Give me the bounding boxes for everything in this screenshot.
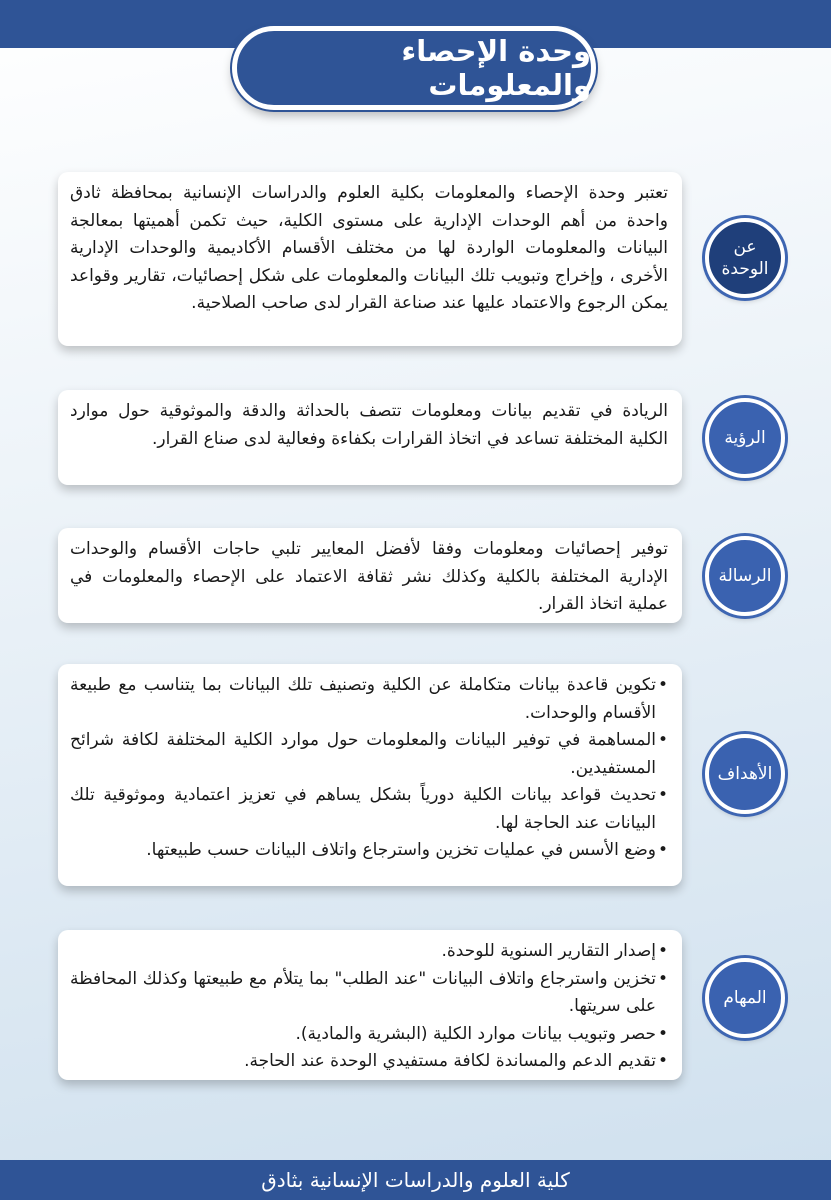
list-item: • تقديم الدعم والمساندة لكافة مستفيدي الوحدة عند الحاجة. bbox=[70, 1048, 668, 1076]
tasks-list bbox=[70, 938, 668, 1076]
list-item: • وضع الأسس في عمليات تخزين واسترجاع واتلاف البيانات حسب طبيعتها. bbox=[70, 837, 668, 865]
goals-label: الأهداف bbox=[717, 764, 773, 784]
list-item: • تكوين قاعدة بيانات متكاملة عن الكلية وتصنيف تلك البيانات بما يتناسب مع طبيعة الأقسام والوحدات. bbox=[70, 672, 668, 727]
page-title-pill bbox=[232, 26, 596, 110]
list-item: • حصر وتبويب بيانات موارد الكلية (البشرية والمادية). bbox=[70, 1021, 668, 1049]
goals-card bbox=[58, 664, 682, 886]
about-label: عن الوحدة bbox=[721, 237, 769, 279]
list-item: • تخزين واسترجاع واتلاف البيانات "عند الطلب" بما يتلأم مع طبيعتها وكذلك المحافظة على سريتها. bbox=[70, 966, 668, 1021]
list-item: • تحديث قواعد بيانات الكلية دورياً بشكل يساهم في تعزيز اعتمادية وموثوقية تلك البيانات عند الحاجة لها. bbox=[70, 782, 668, 837]
footer-text: كلية العلوم والدراسات الإنسانية بثادق bbox=[261, 1168, 570, 1192]
mission-text: توفير إحصائيات ومعلومات وفقا لأفضل المعايير تلبي حاجات الأقسام والوحدات الإدارية المختلفة بالكلية وكذلك نشر ثقافة الاعتماد على الإحصاء والمعلومات في عملية اتخاذ القرار. bbox=[70, 539, 668, 614]
vision-badge bbox=[705, 398, 785, 478]
tasks-label: المهام bbox=[723, 988, 767, 1008]
mission-label: الرسالة bbox=[718, 566, 772, 586]
page-title: وحدة الإحصاء والمعلومات bbox=[401, 34, 591, 102]
vision-label: الرؤية bbox=[724, 428, 766, 448]
about-card bbox=[58, 172, 682, 346]
mission-badge bbox=[705, 536, 785, 616]
mission-card bbox=[58, 528, 682, 623]
about-text: تعتبر وحدة الإحصاء والمعلومات بكلية العلوم والدراسات الإنسانية بمحافظة ثادق واحدة من أهم الوحدات الإدارية على مستوى الكلية، حيث تكمن أهميتها بمعالجة البيانات والمعلومات الواردة لها من مختلف الأقسام الأكاديمية والوحدات الإدارية الأخرى ، وإخراج وتبويب تلك البيانات والمعلومات على شكل إحصائيات، تقارير وقواعد يمكن الرجوع والاعتماد عليها عند صناعة القرار لدى صاحب الصلاحية. bbox=[70, 183, 668, 313]
goals-badge bbox=[705, 734, 785, 814]
vision-card bbox=[58, 390, 682, 485]
tasks-badge bbox=[705, 958, 785, 1038]
list-item: • المساهمة في توفير البيانات والمعلومات حول موارد الكلية المختلفة لكافة شرائح المستفيدين. bbox=[70, 727, 668, 782]
goals-list bbox=[70, 672, 668, 865]
about-badge bbox=[705, 218, 785, 298]
vision-text: الريادة في تقديم بيانات ومعلومات تتصف بالحداثة والدقة والموثوقية حول موارد الكلية المختلفة تساعد في اتخاذ القرارات بكفاءة وفعالية لدى صناع القرار. bbox=[70, 401, 668, 449]
tasks-card bbox=[58, 930, 682, 1080]
footer-banner bbox=[0, 1160, 831, 1200]
list-item: • إصدار التقارير السنوية للوحدة. bbox=[70, 938, 668, 966]
